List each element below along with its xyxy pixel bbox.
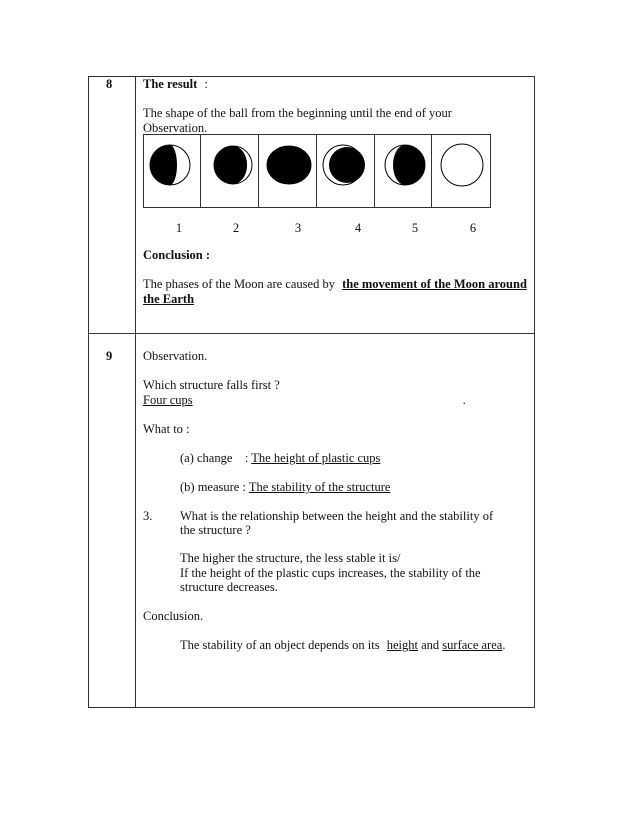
- answer3-line3: structure decreases.: [180, 580, 278, 594]
- phase-label-3: 3: [294, 221, 302, 235]
- question3-number: 3.: [143, 509, 153, 523]
- question-structure-falls: Which structure falls first ?: [143, 378, 280, 392]
- moon-phase-1-icon: [144, 135, 202, 209]
- conclusion-heading-8: Conclusion :: [143, 248, 211, 262]
- conclusion-answer-line1: the movement of the Moon around: [342, 277, 527, 291]
- final-word-height: height: [386, 638, 418, 652]
- final-prefix: The stability of an object depends on its: [180, 638, 380, 652]
- moon-phase-box-4: [316, 134, 375, 208]
- phase-label-5: 5: [411, 221, 419, 235]
- moon-phase-5-icon: [375, 135, 433, 209]
- final-word-surface-area: surface area: [442, 638, 503, 652]
- result-heading-line: [143, 77, 208, 91]
- change-value: The height of plastic cups: [251, 451, 381, 465]
- moon-phase-2-icon: [201, 135, 260, 209]
- observation-text-line1: The shape of the ball from the beginning until the end of your: [143, 106, 452, 120]
- row-number-9: 9: [106, 349, 113, 363]
- conclusion-answer-line2: the Earth: [143, 292, 195, 306]
- observation-heading-9: Observation.: [143, 349, 208, 363]
- row-number-8: 8: [106, 77, 113, 91]
- answer3-line1: The higher the structure, the less stable it is/: [180, 551, 401, 565]
- final-conclusion-line: [180, 638, 505, 652]
- moon-phase-box-5: [374, 134, 432, 208]
- moon-phase-3-icon: [259, 135, 318, 209]
- moon-phase-box-2: [200, 134, 259, 208]
- moon-phase-4-icon: [317, 135, 376, 209]
- question3-line2: the structure ?: [180, 523, 251, 537]
- conclusion-prefix: The phases of the Moon are caused by: [143, 277, 335, 291]
- what-to-heading: What to :: [143, 422, 190, 436]
- conclusion-text-8: [143, 277, 527, 291]
- phase-label-6: 6: [469, 221, 477, 235]
- answer-four-cups: Four cups: [143, 393, 193, 407]
- row-divider: [88, 333, 535, 334]
- moon-phase-box-1: [143, 134, 201, 208]
- observation-text-line2: Observation.: [143, 121, 208, 135]
- moon-phase-box-3: [258, 134, 317, 208]
- final-and: and: [421, 638, 440, 652]
- measure-line: [180, 480, 391, 494]
- answer3-line2: If the height of the plastic cups increases, the stability of the: [180, 566, 481, 580]
- question3-line1: What is the relationship between the height and the stability of: [180, 509, 494, 523]
- phase-label-2: 2: [232, 221, 240, 235]
- phase-label-1: 1: [175, 221, 183, 235]
- column-divider: [135, 76, 136, 708]
- result-colon: :: [204, 77, 208, 91]
- measure-value: The stability of the structure: [248, 480, 391, 494]
- measure-label: (b) measure :: [180, 480, 246, 494]
- moon-phase-box-6: [431, 134, 491, 208]
- answer-structure-falls: [143, 393, 466, 407]
- result-heading: The result: [143, 77, 198, 91]
- conclusion-heading-9: Conclusion.: [143, 609, 204, 623]
- change-line: [180, 451, 380, 465]
- phase-label-4: 4: [354, 221, 362, 235]
- final-period: .: [502, 638, 506, 652]
- answer-period: .: [462, 393, 466, 407]
- moon-phase-6-icon: [432, 135, 492, 209]
- change-label: (a) change :: [180, 451, 249, 465]
